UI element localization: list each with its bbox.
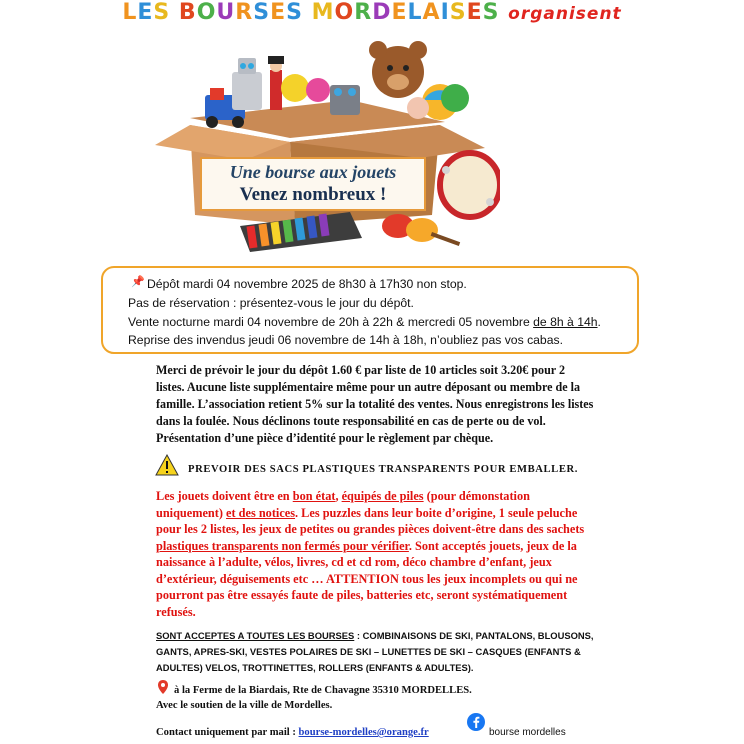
title-suffix: organisent <box>508 4 622 24</box>
accepted-text: : COMBINAISONS DE SKI, PANTALONS, BLOUSONS, GANTS, APRES-SKI, VESTES POLAIRES DE SKI – LUNETTES DE SKI – CASQUES (ENFANTS & ADULTES) VELOS, TROTTINETTES, ROLLERS (ENFANTS & ADULTES). <box>156 630 594 673</box>
cond-notices: et des notices <box>226 505 296 520</box>
address-line: à la Ferme de la Biardais, Rte de Chavagne 35310 MORDELLES. <box>174 685 472 696</box>
info-line-return: Reprise des invendus jeudi 06 novembre de 14h à 18h, n’oubliez pas vos cabas. <box>128 333 563 347</box>
title-text: LES BOURSES MORDELAISES <box>122 0 500 25</box>
conditions-paragraph <box>156 488 596 620</box>
facebook-icon[interactable] <box>467 713 485 731</box>
sale-text: Vente nocturne mardi 04 novembre de 20h à 22h & mercredi 05 novembre <box>128 315 534 329</box>
accepted-label: SONT ACCEPTES A TOUTES LES BOURSES <box>156 630 355 641</box>
accepted-items <box>156 628 596 676</box>
cond-text: . Sont acceptés jouets, jeux de la naissance à l’adulte, vélos, livres, cd et cd rom, déco chambre d’enfant, jeux d’extérieur, déguisements etc … ATTENTION tous les jeux incomplets ou qui ne pourront pas être essayés faute de piles, batteries etc, seront systématiquement refusés. <box>156 538 578 619</box>
banner-line-2: Venez nombreux ! <box>239 184 387 205</box>
cond-text: Les jouets doivent être en <box>156 489 293 503</box>
email-link[interactable]: bourse-mordelles@orange.fr <box>298 727 429 738</box>
sale-end: . <box>597 315 601 329</box>
sale-hours: de 8h à 14h <box>533 315 598 329</box>
rules-paragraph: Merci de prévoir le jour du dépôt 1.60 € par liste de 10 articles soit 3.20€ pour 2 listes. Aucune liste supplémentaire même pour un autre déposant ou membre de la famille. L’association retient 5% sur la totalité des ventes. Nous enregistrons les listes dans la foulée. Nous déclinons toute responsabilité en cas de perte ou de vol. Présentation d’une pièce d’identité pour le règlement par chèque. <box>156 363 594 445</box>
address-block <box>156 683 472 713</box>
toy-box-illustration <box>150 30 500 260</box>
contact-label: Contact uniquement par mail : <box>156 727 299 738</box>
cond-bags: plastiques transparents non fermés pour vérifier <box>156 538 409 553</box>
info-line-reservation: Pas de réservation : présentez-vous le jour du dépôt. <box>128 296 414 310</box>
warning-icon <box>155 454 179 476</box>
cond-text: (pour démonstation uniquement) <box>156 489 530 520</box>
page-title <box>0 0 744 30</box>
cond-good-state: bon état <box>292 489 336 503</box>
contact-line <box>156 727 429 738</box>
facebook-label[interactable]: bourse mordelles <box>489 727 566 738</box>
cond-text: , <box>335 489 342 503</box>
info-line-sale <box>128 315 601 329</box>
banner-line-1: Une bourse aux jouets <box>229 162 397 182</box>
pushpin-icon: 📌 <box>131 276 145 288</box>
support-line: Avec le soutien de la ville de Mordelles. <box>156 700 333 711</box>
cond-batteries: équipés de piles <box>341 489 424 503</box>
info-line-deposit: Dépôt mardi 04 novembre 2025 de 8h30 à 17h30 non stop. <box>147 277 467 291</box>
banner-card <box>200 157 426 211</box>
warning-text: PREVOIR DES SACS PLASTIQUES TRANSPARENTS POUR EMBALLER. <box>188 464 579 475</box>
cond-text: . Les puzzles dans leur boite d’origine, 1 seule peluche pour les 2 listes, les jeux de petites ou grandes pièces doivent-être dans des sachets <box>156 505 585 536</box>
